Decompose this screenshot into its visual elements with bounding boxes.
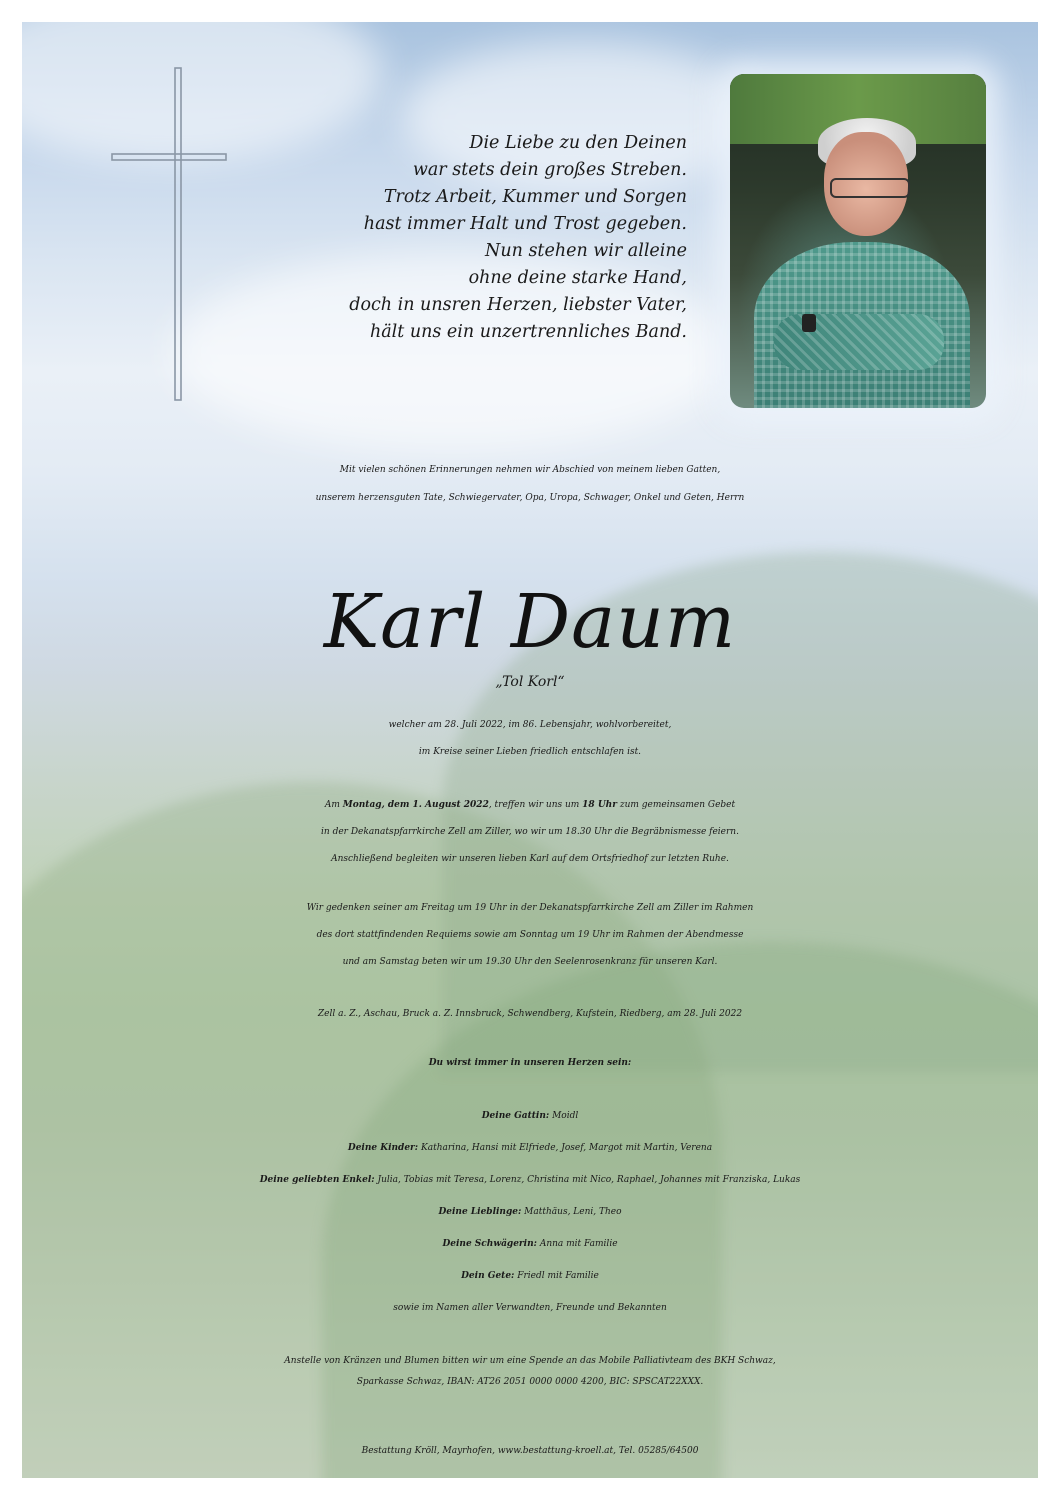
death-line: welcher am 28. Juli 2022, im 86. Lebensjahr, wohlvorbereitet,	[388, 720, 672, 730]
family-closing: sowie im Namen aller Verwandten, Freunde und Bekannten	[393, 1303, 667, 1313]
family-row	[22, 1100, 1038, 1132]
funeral-line: Anschließend begleiten wir unseren lieben Karl auf dem Ortsfriedhof zur letzten Ruhe.	[331, 854, 729, 864]
family-row	[22, 1228, 1038, 1260]
donation-note	[22, 1351, 1038, 1393]
poem-line: Trotz Arbeit, Kummer und Sorgen	[383, 187, 687, 207]
family-names: Moidl	[549, 1111, 579, 1121]
memorial-line: und am Samstag beten wir um 19.30 Uhr den Seelenrosenkranz für unseren Karl.	[342, 957, 718, 967]
obituary-card	[22, 22, 1038, 1478]
death-line: im Kreise seiner Lieben friedlich entschlafen ist.	[418, 747, 642, 757]
family-label: Deine geliebten Enkel:	[259, 1175, 375, 1185]
family-names: Anna mit Familie	[536, 1239, 618, 1249]
funeral-text: Am	[324, 800, 343, 810]
donation-line: Sparkasse Schwaz, IBAN: AT26 2051 0000 0000 4200, BIC: SPSCAT22XXX.	[356, 1377, 704, 1387]
closing-phrase: Du wirst immer in unseren Herzen sein:	[428, 1058, 632, 1068]
family-names: Friedl mit Familie	[514, 1271, 599, 1281]
family-row	[22, 1196, 1038, 1228]
memorial-line: des dort stattfindenden Requiems sowie am Sonntag um 19 Uhr im Rahmen der Abendmesse	[316, 930, 744, 940]
intro-line: unserem herzensguten Tate, Schwiegervater, Opa, Uropa, Schwager, Onkel und Geten, Herrn	[315, 493, 745, 503]
intro-text	[22, 456, 1038, 512]
family-names: Julia, Tobias mit Teresa, Lorenz, Christina mit Nico, Raphael, Johannes mit Franziska, Lukas	[374, 1175, 801, 1185]
funeral-home-footer: Bestattung Kröll, Mayrhofen, www.bestattung-kroell.at, Tel. 05285/64500	[361, 1446, 699, 1456]
funeral-text: zum gemeinsamen Gebet	[616, 800, 736, 810]
funeral-date: Montag, dem 1. August 2022	[342, 800, 489, 810]
family-label: Deine Kinder:	[347, 1143, 419, 1153]
family-label: Deine Gattin:	[481, 1111, 550, 1121]
family-label: Deine Schwägerin:	[442, 1239, 537, 1249]
family-row	[22, 1260, 1038, 1292]
poem-line: Nun stehen wir alleine	[485, 241, 687, 261]
funeral-time: 18 Uhr	[582, 800, 617, 810]
deceased-name: Karl Daum	[323, 579, 737, 665]
intro-line: Mit vielen schönen Erinnerungen nehmen wir Abschied von meinem lieben Gatten,	[339, 465, 721, 475]
family-label: Dein Gete:	[461, 1271, 515, 1281]
poem-line: Die Liebe zu den Deinen	[469, 133, 687, 153]
family-list	[22, 1100, 1038, 1324]
family-names: Katharina, Hansi mit Elfriede, Josef, Margot mit Martin, Verena	[418, 1143, 713, 1153]
funeral-line	[22, 792, 1038, 819]
memorial-line: Wir gedenken seiner am Freitag um 19 Uhr in der Dekanatspfarrkirche Zell am Ziller im Rahmen	[306, 903, 754, 913]
poem-line: doch in unsren Herzen, liebster Vater,	[349, 295, 687, 315]
cross-icon	[110, 66, 230, 406]
memorial-details	[22, 895, 1038, 976]
poem-line: hast immer Halt und Trost gegeben.	[363, 214, 687, 234]
portrait-photo	[730, 74, 986, 408]
funeral-line: in der Dekanatspfarrkirche Zell am Ziller, wo wir um 18.30 Uhr die Begräbnismesse feiern.	[321, 827, 739, 837]
death-notice	[22, 712, 1038, 766]
places-date: Zell a. Z., Aschau, Bruck a. Z. Innsbruck, Schwendberg, Kufstein, Riedberg, am 28. Juli 2022	[317, 1009, 743, 1019]
family-names: Matthäus, Leni, Theo	[521, 1207, 622, 1217]
poem-line: ohne deine starke Hand,	[468, 268, 687, 288]
family-row	[22, 1132, 1038, 1164]
funeral-details	[22, 792, 1038, 873]
poem-line: hält uns ein unzertrennliches Band.	[369, 322, 687, 342]
family-row	[22, 1164, 1038, 1196]
family-label: Deine Lieblinge:	[438, 1207, 522, 1217]
nickname: „Tol Korl“	[495, 674, 565, 690]
poem-line: war stets dein großes Streben.	[412, 160, 687, 180]
funeral-text: , treffen wir uns um	[488, 800, 583, 810]
donation-line: Anstelle von Kränzen und Blumen bitten wir um eine Spende an das Mobile Palliativteam des BKH Schwaz,	[284, 1356, 776, 1366]
poem	[222, 130, 687, 346]
